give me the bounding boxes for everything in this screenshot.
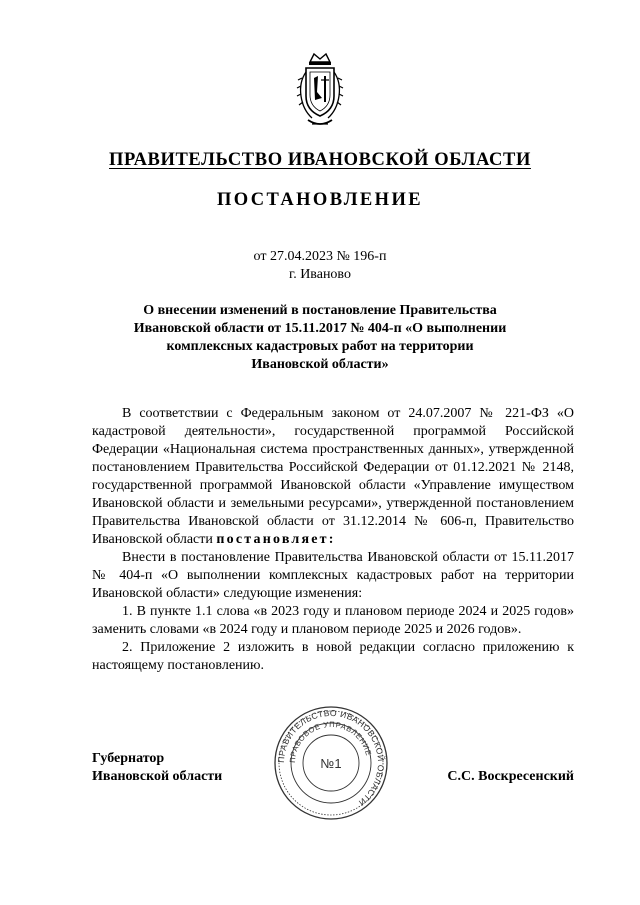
organization-name-text: ПРАВИТЕЛЬСТВО ИВАНОВСКОЙ ОБЛАСТИ: [109, 150, 531, 170]
coat-of-arms-emblem: [296, 52, 344, 132]
document-subject: [110, 302, 530, 374]
signatory-name: С.С. Воскресенский: [447, 769, 574, 784]
stamp-inner-text: ПРАВОВОЕ УПРАВЛЕНИЕ: [287, 719, 374, 764]
subject-line: комплексных кадастровых работ на территории: [166, 339, 474, 354]
document-type: ПОСТАНОВЛЕНИЕ: [216, 190, 423, 210]
subject-line: Ивановской области»: [251, 357, 389, 372]
position-line: Ивановской области: [92, 769, 223, 784]
stamp-number: №1: [320, 756, 342, 771]
decree-word: постановляет:: [216, 532, 336, 547]
date-and-number: от 27.04.2023 № 196-п: [253, 249, 387, 264]
item-2-paragraph: 2. Приложение 2 изложить в новой редакции согласно приложению к настоящему постановлению.: [92, 640, 574, 673]
item-intro-paragraph: Внести в постановление Правительства Ивановской области от 15.11.2017 № 404-п «О выполнении комплексных кадастровых работ на территории Ивановской области» следующие изменения:: [92, 550, 574, 601]
preamble-text: В соответствии с Федеральным законом от 24.07.2007 № 221-ФЗ «О кадастровой деятельности», государственной программой Российской Федерации «Национальная система пространственных данных», утвержденной постановлением Правительства Российской Федерации от 01.12.2021 № 2148, государственной программой Ивановской области «Управление имуществом Ивановской области и земельными ресурсами», утвержденной постановлением Правительства Ивановской области от 31.12.2014 № 606-п, Правительство Ивановской области: [92, 406, 574, 547]
position-line: Губернатор: [92, 751, 165, 766]
city: г. Иваново: [289, 267, 351, 282]
document-body: [92, 405, 574, 675]
organization-name: [0, 150, 640, 171]
subject-line: О внесении изменений в постановление Правительства: [143, 303, 497, 318]
stamp-outer-text: ПРАВИТЕЛЬСТВО ИВАНОВСКОЙ ОБЛАСТИ: [275, 707, 387, 808]
item-1-paragraph: 1. В пункте 1.1 слова «в 2023 году и плановом периоде 2024 и 2025 годов» заменить словами «в 2024 году и плановом периоде 2025 и 2026 годов».: [92, 604, 574, 637]
subject-line: Ивановской области от 15.11.2017 № 404-п «О выполнении: [133, 321, 507, 336]
date-block: [0, 248, 640, 284]
signatory-position: [92, 750, 222, 786]
official-stamp: [272, 704, 390, 822]
preamble-paragraph: [92, 405, 574, 549]
